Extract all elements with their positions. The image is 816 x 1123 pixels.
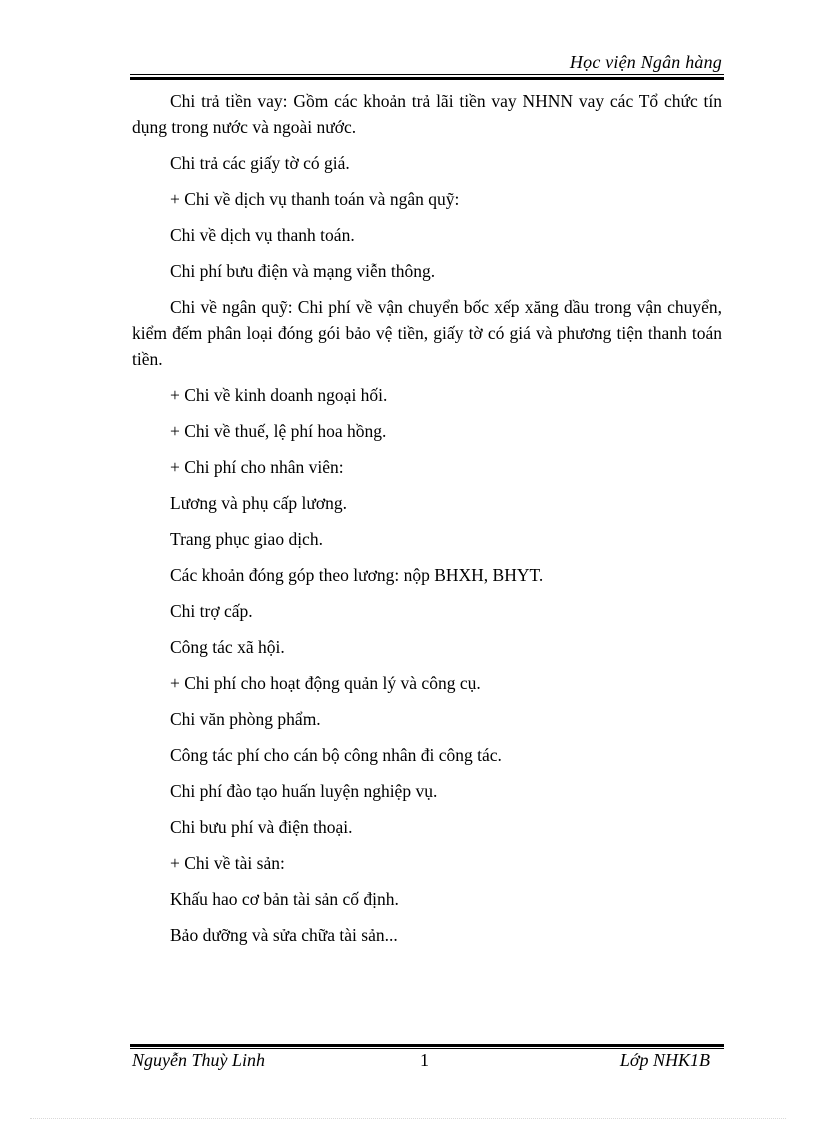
paragraph: Công tác xã hội. (170, 637, 285, 657)
paragraph: Công tác phí cho cán bộ công nhân đi công tác. (170, 745, 502, 765)
footer-rule-thick (130, 1044, 724, 1047)
paragraph: Các khoản đóng góp theo lương: nộp BHXH, BHYT. (170, 565, 544, 585)
paragraph: Chi phí đào tạo huấn luyện nghiệp vụ. (170, 781, 438, 801)
header-title: Học viện Ngân hàng (569, 52, 722, 72)
paragraph: Chi trợ cấp. (170, 601, 253, 621)
paragraph: Chi trả tiền vay: Gồm các khoản trả lãi tiền vay NHNN vay các Tổ chức tín dụng trong nước và ngoài nước. (132, 91, 722, 137)
paragraph: + Chi về kinh doanh ngoại hối. (170, 385, 388, 405)
page-edge-divider (30, 1118, 786, 1119)
paragraph: + Chi về thuế, lệ phí hoa hồng. (170, 421, 387, 441)
footer-class: Lớp NHK1B (619, 1050, 710, 1070)
page-footer (130, 1050, 724, 1076)
paragraph: Chi bưu phí và điện thoại. (170, 817, 353, 837)
paragraph: + Chi về dịch vụ thanh toán và ngân quỹ: (170, 189, 460, 209)
document-body (132, 88, 722, 948)
paragraph: Chi về ngân quỹ: Chi phí về vận chuyển bốc xếp xăng dầu trong vận chuyển, kiểm đếm phân loại đóng gói bảo vệ tiền, giấy tờ có giá và phương tiện thanh toán tiền. (132, 297, 722, 369)
paragraph: + Chi về tài sản: (170, 853, 285, 873)
paragraph: + Chi phí cho hoạt động quản lý và công cụ. (170, 673, 481, 693)
paragraph: Trang phục giao dịch. (170, 529, 323, 549)
paragraph: Chi về dịch vụ thanh toán. (170, 225, 355, 245)
page-number: 1 (420, 1050, 429, 1070)
paragraph: Bảo dưỡng và sửa chữa tài sản... (170, 925, 398, 945)
footer-author: Nguyễn Thuỳ Linh (132, 1050, 265, 1070)
header-rule-thin (130, 74, 724, 75)
footer-rule-thin (130, 1048, 724, 1049)
paragraph: Chi phí bưu điện và mạng viễn thông. (170, 261, 436, 281)
header-rule-thick (130, 77, 724, 80)
paragraph: + Chi phí cho nhân viên: (170, 457, 344, 477)
paragraph: Chi trả các giấy tờ có giá. (170, 153, 350, 173)
paragraph: Lương và phụ cấp lương. (170, 493, 347, 513)
paragraph: Chi văn phòng phẩm. (170, 709, 321, 729)
paragraph: Khấu hao cơ bản tài sản cố định. (170, 889, 399, 909)
